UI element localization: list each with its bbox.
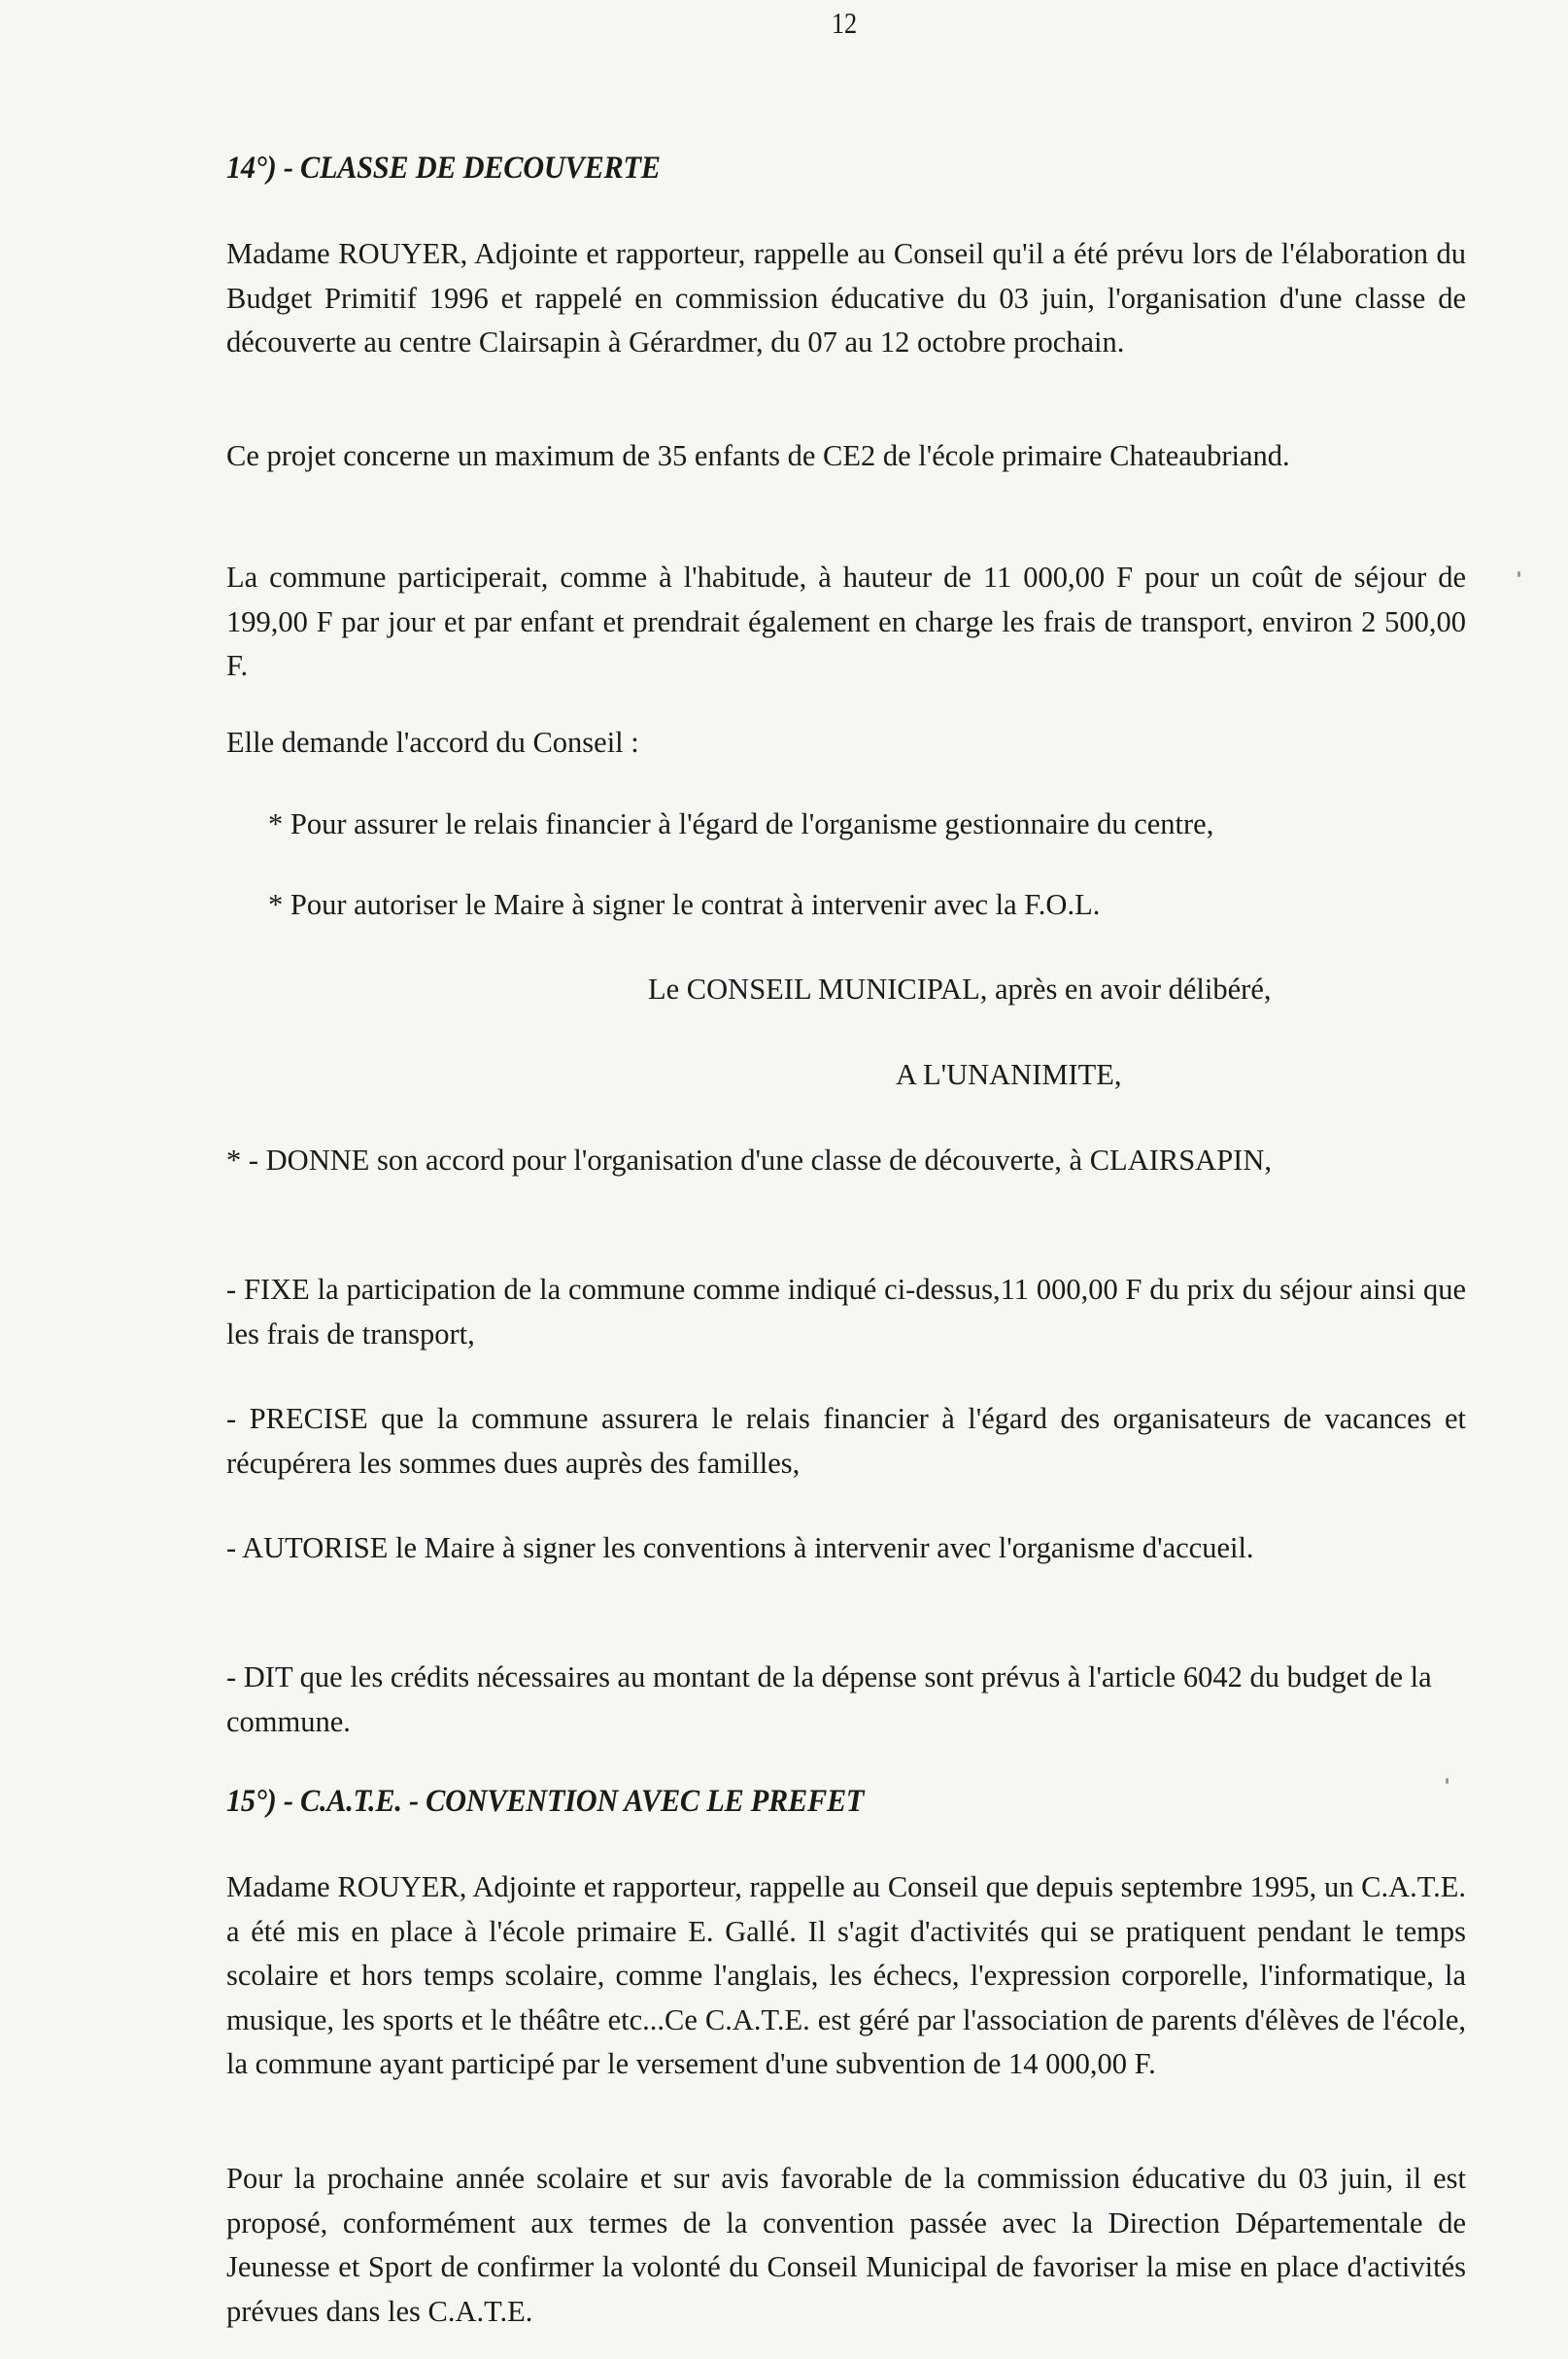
decision-item: - PRECISE que la commune assurera le relais financier à l'égard des organisateurs de vacances et récupérera les sommes dues auprès des familles, [226,1402,1466,1480]
page-number: 12 [831,6,858,40]
decision-item: - FIXE la participation de la commune comme indiqué ci-dessus,11 000,00 F du prix du séjour ainsi que les frais de transport, [226,1273,1466,1350]
section-14-heading: 14°) - CLASSE DE DECOUVERTE [226,151,661,186]
section-15-proposal-paragraph: Pour la prochaine année scolaire et sur avis favorable de la commission éducative du 03 juin, il est proposé, conformément aux termes de la convention passée avec la Direction Départementale de Jeunesse et Sport de confirmer la volonté du Conseil Municipal de favoriser la mise en place d'activités prévues dans les C.A.T.E. [226,2162,1466,2328]
section-14-request-intro: Elle demande l'accord du Conseil : [226,726,639,759]
vote-result: A L'UNANIMITE, [896,1058,1122,1091]
request-item: * Pour autoriser le Maire à signer le contrat à intervenir avec la F.O.L. [268,888,1101,921]
section-14-intro-paragraph: Madame ROUYER, Adjointe et rapporteur, rappelle au Conseil qu'il a été prévu lors de l'élaboration du Budget Primitif 1996 et rappelé en commission éducative du 03 juin, l'organisation d'une classe de découverte au centre Clairsapin à Gérardmer, du 07 au 12 octobre prochain. [226,237,1466,359]
deliberation-statement: Le CONSEIL MUNICIPAL, après en avoir délibéré, [648,973,1272,1006]
section-15-heading: 15°) - C.A.T.E. - CONVENTION AVEC LE PREFET [226,1784,865,1819]
section-14-project-paragraph: Ce projet concerne un maximum de 35 enfants de CE2 de l'école primaire Chateaubriand. [226,439,1290,472]
request-item: * Pour assurer le relais financier à l'égard de l'organisme gestionnaire du centre, [268,807,1214,840]
decision-item: - AUTORISE le Maire à signer les conventions à intervenir avec l'organisme d'accueil. [226,1531,1254,1564]
scan-speck [1517,571,1520,577]
section-14-funding-paragraph: La commune participerait, comme à l'habitude, à hauteur de 11 000,00 F pour un coût de séjour de 199,00 F par jour et par enfant et prendrait également en charge les frais de transport, environ 2 500,00 F. [226,561,1466,682]
decision-item: - DIT que les crédits nécessaires au montant de la dépense sont prévus à l'article 6042 du budget de la commune. [226,1660,1432,1738]
section-15-intro-paragraph: Madame ROUYER, Adjointe et rapporteur, rappelle au Conseil que depuis septembre 1995, un C.A.T.E. a été mis en place à l'école primaire E. Gallé. Il s'agit d'activités qui se pratiquent pendant le temps scolaire et hors temps scolaire, comme l'anglais, les échecs, l'expression corporelle, l'informatique, la musique, les sports et le théâtre etc...Ce C.A.T.E. est géré par l'association de parents d'élèves de l'école, la commune ayant participé par le versement d'une subvention de 14 000,00 F. [226,1870,1466,2080]
decision-item: * - DONNE son accord pour l'organisation d'une classe de découverte, à CLAIRSAPIN, [226,1144,1272,1177]
scan-speck [1446,1778,1449,1784]
